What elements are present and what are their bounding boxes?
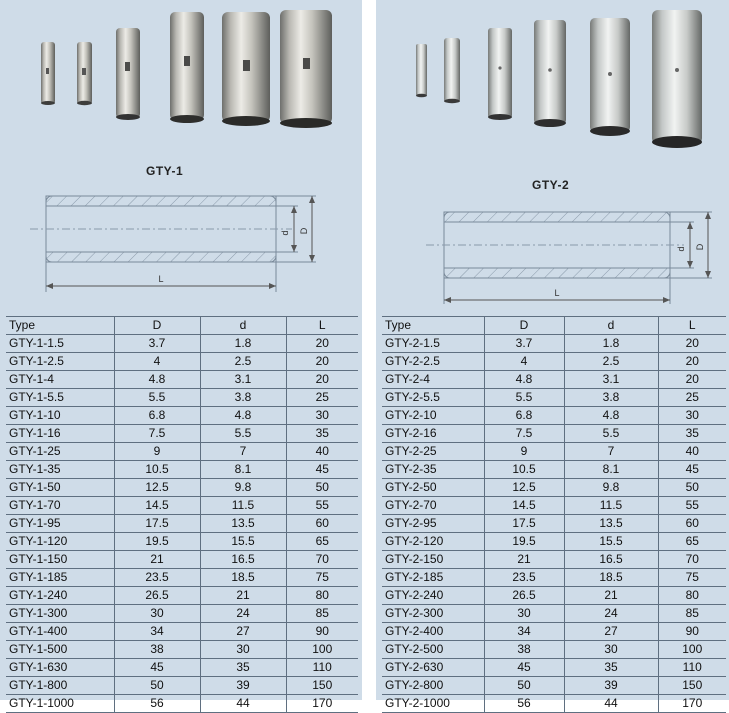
type-cell: GTY-1-4 (6, 371, 114, 389)
type-cell: GTY-2-5.5 (382, 389, 484, 407)
type-cell: GTY-2-240 (382, 587, 484, 605)
table-row (6, 623, 358, 641)
outer-diameter-cell: 4 (484, 353, 564, 371)
outer-diameter-cell: 45 (484, 659, 564, 677)
outer-diameter-cell: 17.5 (484, 515, 564, 533)
length-cell: 90 (286, 623, 358, 641)
inner-diameter-cell: 24 (564, 605, 658, 623)
inner-diameter-cell: 13.5 (564, 515, 658, 533)
outer-diameter-cell: 3.7 (484, 335, 564, 353)
type-cell: GTY-2-25 (382, 443, 484, 461)
inner-diameter-cell: 27 (564, 623, 658, 641)
type-cell: GTY-1-1.5 (6, 335, 114, 353)
dim-label-D: D (695, 243, 705, 251)
table-row (6, 353, 358, 371)
type-cell: GTY-1-120 (6, 533, 114, 551)
column-header-type: Type (6, 317, 114, 335)
inner-diameter-cell: 1.8 (200, 335, 286, 353)
inner-diameter-cell: 39 (200, 677, 286, 695)
table-row (382, 371, 726, 389)
outer-diameter-cell: 14.5 (114, 497, 200, 515)
outer-diameter-cell: 12.5 (484, 479, 564, 497)
type-cell: GTY-1-70 (6, 497, 114, 515)
inner-diameter-cell: 9.8 (564, 479, 658, 497)
table-row (382, 677, 726, 695)
outer-diameter-cell: 4.8 (484, 371, 564, 389)
length-cell: 75 (286, 569, 358, 587)
outer-diameter-cell: 10.5 (484, 461, 564, 479)
gty2-panel (376, 0, 729, 710)
inner-diameter-cell: 16.5 (200, 551, 286, 569)
outer-diameter-cell: 26.5 (484, 587, 564, 605)
length-cell: 170 (658, 695, 726, 713)
table-row (382, 335, 726, 353)
inner-diameter-cell: 44 (564, 695, 658, 713)
outer-diameter-cell: 5.5 (484, 389, 564, 407)
column-header-inner-diameter: d (564, 317, 658, 335)
length-cell: 20 (658, 371, 726, 389)
column-header-length: L (286, 317, 358, 335)
gty2-product-photo (376, 0, 729, 160)
table-row (382, 569, 726, 587)
length-cell: 50 (658, 479, 726, 497)
column-header-length: L (658, 317, 726, 335)
table-header-row (6, 317, 358, 335)
table-row (6, 389, 358, 407)
dim-label-d: d (280, 230, 290, 236)
table-row (382, 659, 726, 677)
table-row (6, 605, 358, 623)
table-row (6, 641, 358, 659)
type-cell: GTY-2-150 (382, 551, 484, 569)
length-cell: 90 (658, 623, 726, 641)
sleeve-4 (170, 12, 204, 123)
outer-diameter-cell: 23.5 (114, 569, 200, 587)
inner-diameter-cell: 13.5 (200, 515, 286, 533)
outer-diameter-cell: 45 (114, 659, 200, 677)
inner-diameter-cell: 2.5 (564, 353, 658, 371)
inner-diameter-cell: 3.8 (200, 389, 286, 407)
outer-diameter-cell: 7.5 (114, 425, 200, 443)
type-cell: GTY-1-5.5 (6, 389, 114, 407)
inner-diameter-cell: 21 (564, 587, 658, 605)
inner-diameter-cell: 35 (200, 659, 286, 677)
length-cell: 150 (286, 677, 358, 695)
table-row (6, 533, 358, 551)
length-cell: 110 (658, 659, 726, 677)
length-cell: 60 (658, 515, 726, 533)
length-cell: 45 (658, 461, 726, 479)
gty2-spec-table (382, 316, 726, 713)
inner-diameter-cell: 11.5 (564, 497, 658, 515)
table-row (6, 695, 358, 713)
gty1-caption: GTY-1 (146, 164, 184, 178)
column-header-outer-diameter: D (114, 317, 200, 335)
dim-label-d: d (676, 246, 686, 252)
length-cell: 70 (658, 551, 726, 569)
inner-diameter-cell: 5.5 (200, 425, 286, 443)
inner-diameter-cell: 2.5 (200, 353, 286, 371)
dim-label-L: L (554, 288, 560, 298)
length-cell: 30 (658, 407, 726, 425)
type-cell: GTY-2-16 (382, 425, 484, 443)
gty2-caption: GTY-2 (532, 178, 570, 192)
table-row (382, 461, 726, 479)
table-row (6, 461, 358, 479)
table-row (6, 371, 358, 389)
type-cell: GTY-2-300 (382, 605, 484, 623)
gty1-product-photo (0, 0, 362, 140)
inner-diameter-cell: 18.5 (200, 569, 286, 587)
length-cell: 80 (658, 587, 726, 605)
length-cell: 30 (286, 407, 358, 425)
dim-label-L: L (158, 274, 164, 284)
outer-diameter-cell: 17.5 (114, 515, 200, 533)
inner-diameter-cell: 24 (200, 605, 286, 623)
table-row (382, 695, 726, 713)
inner-diameter-cell: 21 (200, 587, 286, 605)
inner-diameter-cell: 44 (200, 695, 286, 713)
outer-diameter-cell: 7.5 (484, 425, 564, 443)
inner-diameter-cell: 15.5 (564, 533, 658, 551)
inner-diameter-cell: 8.1 (564, 461, 658, 479)
table-row (6, 677, 358, 695)
type-cell: GTY-1-185 (6, 569, 114, 587)
length-cell: 20 (286, 371, 358, 389)
length-cell: 80 (286, 587, 358, 605)
type-cell: GTY-2-800 (382, 677, 484, 695)
outer-diameter-cell: 6.8 (484, 407, 564, 425)
column-header-type: Type (382, 317, 484, 335)
outer-diameter-cell: 5.5 (114, 389, 200, 407)
type-cell: GTY-1-240 (6, 587, 114, 605)
length-cell: 100 (658, 641, 726, 659)
type-cell: GTY-2-2.5 (382, 353, 484, 371)
outer-diameter-cell: 34 (114, 623, 200, 641)
type-cell: GTY-2-500 (382, 641, 484, 659)
outer-diameter-cell: 30 (114, 605, 200, 623)
outer-diameter-cell: 4.8 (114, 371, 200, 389)
gty1-panel (0, 0, 362, 710)
length-cell: 55 (658, 497, 726, 515)
table-row (6, 497, 358, 515)
length-cell: 25 (286, 389, 358, 407)
type-cell: GTY-1-35 (6, 461, 114, 479)
length-cell: 45 (286, 461, 358, 479)
sleeve-5 (222, 12, 270, 126)
outer-diameter-cell: 12.5 (114, 479, 200, 497)
length-cell: 70 (286, 551, 358, 569)
sleeve-6 (652, 10, 702, 148)
type-cell: GTY-1-500 (6, 641, 114, 659)
type-cell: GTY-2-630 (382, 659, 484, 677)
length-cell: 35 (658, 425, 726, 443)
type-cell: GTY-2-50 (382, 479, 484, 497)
length-cell: 85 (286, 605, 358, 623)
gty1-dimension-drawing (30, 190, 330, 300)
outer-diameter-cell: 21 (484, 551, 564, 569)
type-cell: GTY-2-120 (382, 533, 484, 551)
length-cell: 65 (286, 533, 358, 551)
type-cell: GTY-2-10 (382, 407, 484, 425)
type-cell: GTY-2-95 (382, 515, 484, 533)
inner-diameter-cell: 3.1 (200, 371, 286, 389)
outer-diameter-cell: 38 (484, 641, 564, 659)
outer-diameter-cell: 9 (114, 443, 200, 461)
table-row (6, 425, 358, 443)
gty1-spec-table (6, 316, 358, 713)
sleeve-3 (116, 28, 140, 120)
inner-diameter-cell: 8.1 (200, 461, 286, 479)
type-cell: GTY-1-16 (6, 425, 114, 443)
length-cell: 170 (286, 695, 358, 713)
type-cell: GTY-1-800 (6, 677, 114, 695)
outer-diameter-cell: 19.5 (114, 533, 200, 551)
table-row (6, 659, 358, 677)
inner-diameter-cell: 5.5 (564, 425, 658, 443)
table-row (382, 353, 726, 371)
outer-diameter-cell: 3.7 (114, 335, 200, 353)
sleeve-6 (280, 10, 332, 128)
inner-diameter-cell: 30 (200, 641, 286, 659)
outer-diameter-cell: 56 (114, 695, 200, 713)
sleeve-2 (444, 38, 460, 103)
outer-diameter-cell: 10.5 (114, 461, 200, 479)
table-row (382, 533, 726, 551)
type-cell: GTY-1-10 (6, 407, 114, 425)
length-cell: 20 (658, 335, 726, 353)
inner-diameter-cell: 15.5 (200, 533, 286, 551)
table-row (382, 605, 726, 623)
type-cell: GTY-2-1000 (382, 695, 484, 713)
column-header-outer-diameter: D (484, 317, 564, 335)
inner-diameter-cell: 9.8 (200, 479, 286, 497)
outer-diameter-cell: 19.5 (484, 533, 564, 551)
inner-diameter-cell: 1.8 (564, 335, 658, 353)
table-row (382, 407, 726, 425)
length-cell: 20 (286, 353, 358, 371)
length-cell: 75 (658, 569, 726, 587)
table-row (6, 443, 358, 461)
outer-diameter-cell: 9 (484, 443, 564, 461)
outer-diameter-cell: 50 (484, 677, 564, 695)
outer-diameter-cell: 30 (484, 605, 564, 623)
length-cell: 60 (286, 515, 358, 533)
outer-diameter-cell: 38 (114, 641, 200, 659)
table-row (382, 551, 726, 569)
length-cell: 40 (286, 443, 358, 461)
length-cell: 20 (658, 353, 726, 371)
inner-diameter-cell: 30 (564, 641, 658, 659)
outer-diameter-cell: 4 (114, 353, 200, 371)
sleeve-1 (416, 44, 427, 97)
type-cell: GTY-2-4 (382, 371, 484, 389)
inner-diameter-cell: 4.8 (564, 407, 658, 425)
table-row (382, 425, 726, 443)
inner-diameter-cell: 7 (200, 443, 286, 461)
length-cell: 35 (286, 425, 358, 443)
inner-diameter-cell: 16.5 (564, 551, 658, 569)
type-cell: GTY-1-50 (6, 479, 114, 497)
table-row (382, 479, 726, 497)
type-cell: GTY-1-25 (6, 443, 114, 461)
inner-diameter-cell: 4.8 (200, 407, 286, 425)
column-header-inner-diameter: d (200, 317, 286, 335)
type-cell: GTY-1-400 (6, 623, 114, 641)
sleeve-3 (488, 28, 512, 120)
type-cell: GTY-2-400 (382, 623, 484, 641)
type-cell: GTY-1-1000 (6, 695, 114, 713)
length-cell: 100 (286, 641, 358, 659)
table-row (382, 497, 726, 515)
inner-diameter-cell: 39 (564, 677, 658, 695)
length-cell: 40 (658, 443, 726, 461)
table-row (6, 335, 358, 353)
outer-diameter-cell: 6.8 (114, 407, 200, 425)
table-row (382, 587, 726, 605)
outer-diameter-cell: 56 (484, 695, 564, 713)
table-row (6, 479, 358, 497)
outer-diameter-cell: 26.5 (114, 587, 200, 605)
type-cell: GTY-2-70 (382, 497, 484, 515)
length-cell: 85 (658, 605, 726, 623)
inner-diameter-cell: 3.8 (564, 389, 658, 407)
table-row (382, 389, 726, 407)
inner-diameter-cell: 11.5 (200, 497, 286, 515)
table-row (6, 551, 358, 569)
type-cell: GTY-2-35 (382, 461, 484, 479)
type-cell: GTY-1-2.5 (6, 353, 114, 371)
table-row (382, 515, 726, 533)
inner-diameter-cell: 35 (564, 659, 658, 677)
length-cell: 25 (658, 389, 726, 407)
type-cell: GTY-2-1.5 (382, 335, 484, 353)
length-cell: 110 (286, 659, 358, 677)
type-cell: GTY-2-185 (382, 569, 484, 587)
outer-diameter-cell: 23.5 (484, 569, 564, 587)
length-cell: 55 (286, 497, 358, 515)
length-cell: 150 (658, 677, 726, 695)
type-cell: GTY-1-150 (6, 551, 114, 569)
table-row (6, 569, 358, 587)
table-row (382, 623, 726, 641)
outer-diameter-cell: 14.5 (484, 497, 564, 515)
dim-label-D: D (299, 227, 309, 235)
outer-diameter-cell: 34 (484, 623, 564, 641)
table-row (382, 641, 726, 659)
length-cell: 50 (286, 479, 358, 497)
table-row (382, 443, 726, 461)
sleeve-5 (590, 18, 630, 136)
outer-diameter-cell: 21 (114, 551, 200, 569)
table-row (6, 407, 358, 425)
table-header-row (382, 317, 726, 335)
type-cell: GTY-1-630 (6, 659, 114, 677)
table-row (6, 515, 358, 533)
length-cell: 65 (658, 533, 726, 551)
length-cell: 20 (286, 335, 358, 353)
sleeve-2 (77, 42, 92, 105)
sleeve-4 (534, 20, 566, 127)
sleeve-1 (41, 42, 55, 105)
type-cell: GTY-1-300 (6, 605, 114, 623)
inner-diameter-cell: 3.1 (564, 371, 658, 389)
inner-diameter-cell: 27 (200, 623, 286, 641)
outer-diameter-cell: 50 (114, 677, 200, 695)
table-row (6, 587, 358, 605)
type-cell: GTY-1-95 (6, 515, 114, 533)
inner-diameter-cell: 18.5 (564, 569, 658, 587)
inner-diameter-cell: 7 (564, 443, 658, 461)
gty2-dimension-drawing (420, 204, 720, 310)
